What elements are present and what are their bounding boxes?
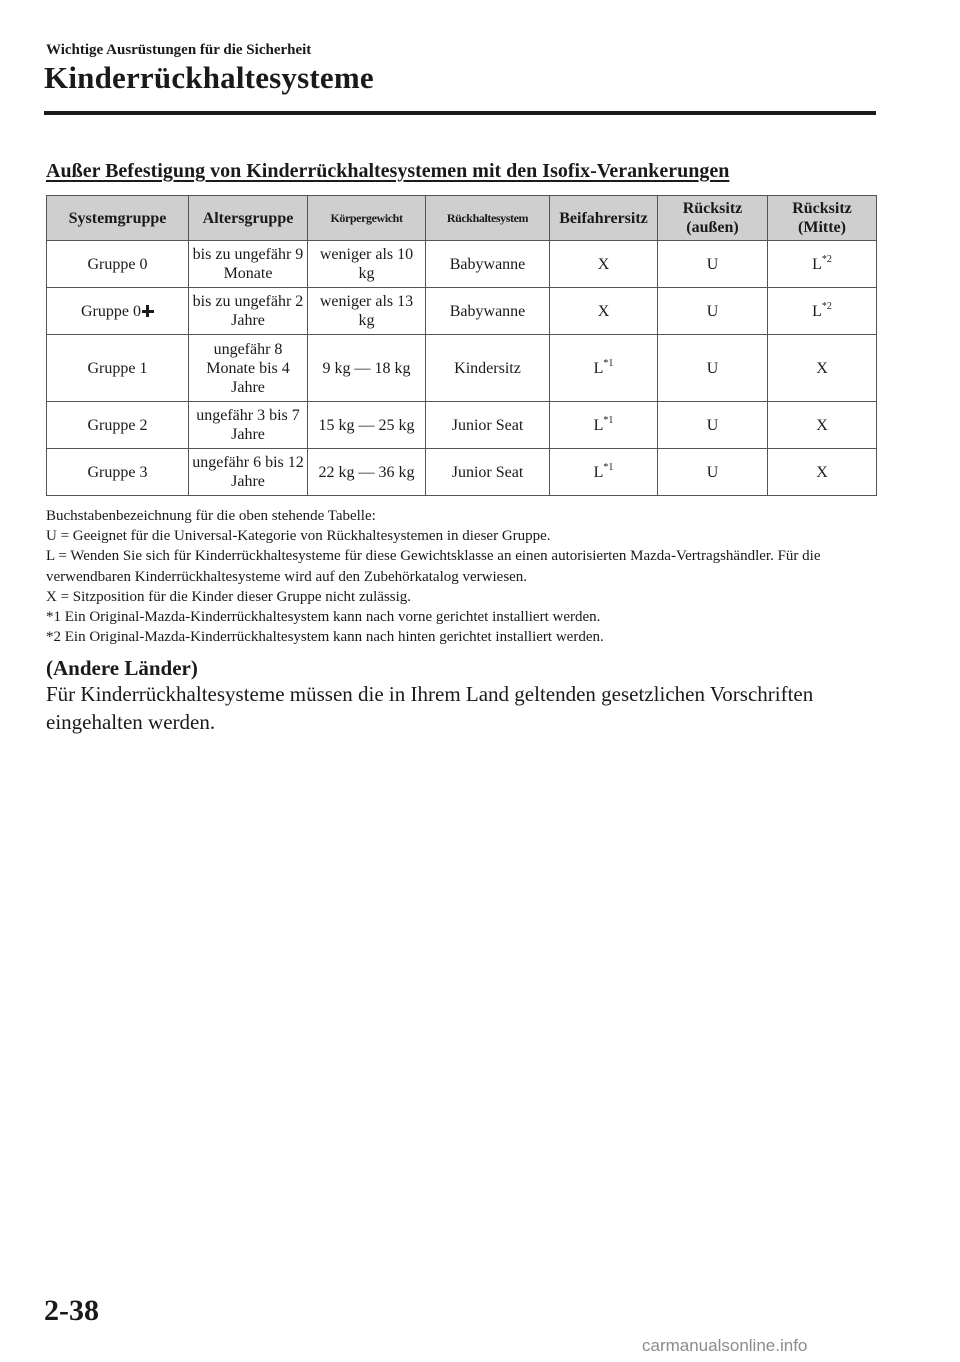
- title-divider: [44, 111, 876, 115]
- cell-outer: U: [658, 288, 768, 335]
- other-countries-text: Für Kinderrückhaltesysteme müssen die in Ihrem Land geltenden gesetzlichen Vorschriften eingehalten werden.: [46, 682, 814, 734]
- cell-group: Gruppe 0: [47, 241, 189, 288]
- legend-x: X = Sitzposition für die Kinder dieser Gruppe nicht zulässig.: [46, 588, 412, 605]
- cell-age: bis zu ungefähr 2 Jahre: [189, 288, 308, 335]
- header-systemgruppe: Systemgruppe: [47, 196, 189, 241]
- breadcrumb: Wichtige Ausrüstungen für die Sicherheit: [46, 42, 312, 58]
- cell-outer: U: [658, 449, 768, 496]
- cell-middle: $L^{*2}$: [768, 241, 877, 288]
- cell-system: Junior Seat: [426, 449, 550, 496]
- page-number: 2-38: [44, 1294, 99, 1327]
- header-koerpergewicht: Körpergewicht: [308, 196, 426, 241]
- table-row: [47, 288, 877, 335]
- cell-group: Gruppe 2: [47, 402, 189, 449]
- cell-age: ungefähr 6 bis 12 Jahre: [189, 449, 308, 496]
- legend-u: U = Geeignet für die Universal-Kategorie von Rückhaltesystemen in dieser Gruppe.: [46, 528, 551, 545]
- cell-system: Babywanne: [426, 288, 550, 335]
- header-altersgruppe: Altersgruppe: [189, 196, 308, 241]
- cell-middle: X: [768, 335, 877, 402]
- footnote-marker: *1: [603, 414, 614, 426]
- cell-front: X: [550, 288, 658, 335]
- cell-age: ungefähr 8 Monate bis 4 Jahre: [189, 335, 308, 402]
- footnote-marker: *2: [821, 253, 832, 265]
- cell-weight: weniger als 13 kg: [308, 288, 426, 335]
- footnote-1: *1 Ein Original-Mazda-Kinderrückhaltesystem kann nach vorne gerichtet installiert werden.: [46, 609, 601, 626]
- header-rueckhaltesystem: Rückhaltesystem: [426, 196, 550, 241]
- cell-middle: X: [768, 402, 877, 449]
- plus-icon: [142, 305, 154, 317]
- footnote-marker: *1: [603, 461, 614, 473]
- header-beifahrersitz: Beifahrersitz: [550, 196, 658, 241]
- table-row: [47, 449, 877, 496]
- footnote-2: *2 Ein Original-Mazda-Kinderrückhaltesystem kann nach hinten gerichtet installiert werden.: [46, 629, 604, 646]
- cell-system: Junior Seat: [426, 402, 550, 449]
- cell-front: X: [550, 241, 658, 288]
- cell-system: Kindersitz: [426, 335, 550, 402]
- header-ruecksitz-aussen: Rücksitz (außen): [658, 196, 768, 241]
- legend-intro: Buchstabenbezeichnung für die oben stehende Tabelle:: [46, 508, 376, 524]
- cell-group: Gruppe 3: [47, 449, 189, 496]
- cell-front: $L^{*1}$: [550, 402, 658, 449]
- cell-front: $L^{*1}$: [550, 335, 658, 402]
- cell-outer: U: [658, 241, 768, 288]
- cell-system: Babywanne: [426, 241, 550, 288]
- cell-front: $L^{*1}$: [550, 449, 658, 496]
- table-header-row: [47, 196, 877, 241]
- child-seat-table: [46, 195, 877, 496]
- footnote-marker: *1: [603, 357, 614, 369]
- legend-l: L = Wenden Sie sich für Kinderrückhaltesysteme für diese Gewichtsklasse an einen autorisierten Mazda-Vertragshändler. Für die verwendbaren Kinderrückhaltesysteme wird auf den Zubehörkatalog verwiesen.: [46, 548, 821, 585]
- table-row: [47, 402, 877, 449]
- table-row: [47, 241, 877, 288]
- table-legend: [46, 506, 876, 647]
- cell-outer: U: [658, 335, 768, 402]
- cell-weight: 22 kg ― 36 kg: [308, 449, 426, 496]
- cell-middle: X: [768, 449, 877, 496]
- cell-weight: 15 kg ― 25 kg: [308, 402, 426, 449]
- table-row: [47, 335, 877, 402]
- cell-group: Gruppe 1: [47, 335, 189, 402]
- cell-weight: weniger als 10 kg: [308, 241, 426, 288]
- page-title: Kinderrückhaltesysteme: [44, 60, 374, 95]
- cell-middle: $L^{*2}$: [768, 288, 877, 335]
- cell-group: Gruppe 0: [47, 288, 189, 335]
- cell-outer: U: [658, 402, 768, 449]
- watermark: carmanualsonline.info: [642, 1336, 808, 1355]
- cell-weight: 9 kg ― 18 kg: [308, 335, 426, 402]
- cell-age: bis zu ungefähr 9 Monate: [189, 241, 308, 288]
- other-countries-heading: (Andere Länder): [46, 656, 198, 680]
- cell-age: ungefähr 3 bis 7 Jahre: [189, 402, 308, 449]
- footnote-marker: *2: [821, 300, 832, 312]
- header-ruecksitz-mitte: Rücksitz (Mitte): [768, 196, 877, 241]
- section-heading: Außer Befestigung von Kinderrückhaltesystemen mit den Isofix-Verankerungen: [46, 160, 730, 182]
